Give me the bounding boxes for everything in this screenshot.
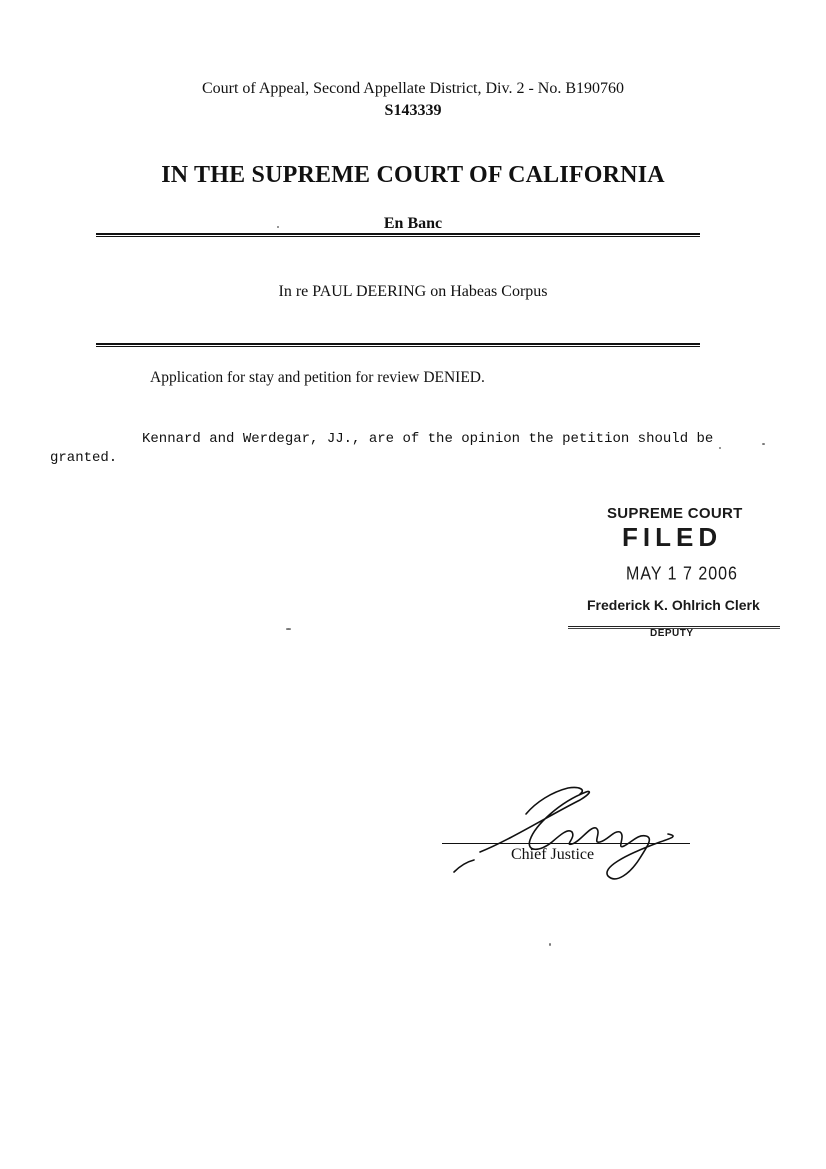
scan-speck bbox=[286, 628, 291, 630]
case-number: S143339 bbox=[384, 102, 442, 119]
panel-label: En Banc bbox=[383, 215, 443, 232]
stamp-clerk: Frederick K. Ohlrich Clerk bbox=[587, 597, 760, 613]
divider-top bbox=[96, 233, 700, 237]
court-title: IN THE SUPREME COURT OF CALIFORNIA bbox=[161, 162, 665, 188]
divider-bottom bbox=[96, 343, 700, 347]
lower-court-reference: Court of Appeal, Second Appellate District, Div. 2 - No. B190760 bbox=[201, 80, 624, 97]
order-text: Application for stay and petition for review DENIED. bbox=[150, 369, 485, 386]
signature-label: Chief Justice bbox=[511, 846, 595, 863]
scan-speck bbox=[277, 226, 279, 228]
stamp-deputy: DEPUTY bbox=[650, 628, 694, 639]
case-caption: In re PAUL DEERING on Habeas Corpus bbox=[278, 283, 548, 300]
filed-stamp bbox=[560, 505, 790, 655]
dissent-note-line-2: granted. bbox=[50, 450, 118, 466]
stamp-date: MAY 1 7 2006 bbox=[626, 564, 738, 585]
chief-justice-signature bbox=[440, 780, 700, 890]
scan-speck bbox=[719, 447, 721, 449]
scan-speck bbox=[762, 443, 765, 445]
scan-speck bbox=[549, 943, 551, 946]
signature-line bbox=[442, 843, 690, 844]
stamp-court-name: SUPREME COURT bbox=[607, 505, 743, 522]
stamp-filed-label: FILED bbox=[622, 522, 723, 552]
dissent-note-line-1: Kennard and Werdegar, JJ., are of the opinion the petition should be bbox=[142, 431, 714, 447]
